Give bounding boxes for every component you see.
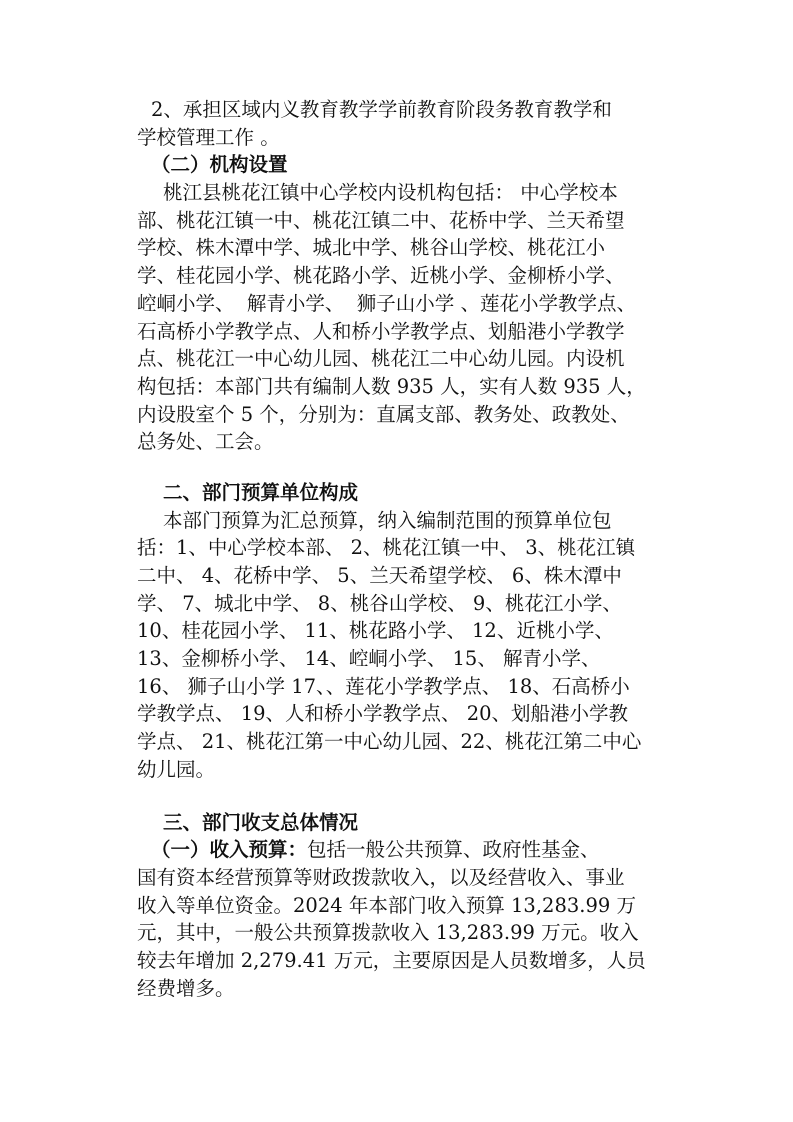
para-duties-line: 2、承担区域内义教育教学学前教育阶段务教育教学和 (151, 98, 612, 121)
para-units-line: 括：1、中心学校本部、 2、桃花江镇一中、 3、桃花江镇 (137, 536, 636, 560)
para-units-line: 13、金柳桥小学、 14、崆峒小学、 15、 解青小学、 (137, 647, 601, 671)
para-org-line: 总务处、工会。 (137, 430, 274, 454)
para-units-line: 二中、 4、花桥中学、 5、兰天希望学校、 6、株木潭中 (137, 564, 622, 587)
para-org-line: 桃江县桃花江镇中心学校内设机构包括： 中心学校本 (163, 181, 618, 205)
para-org-line: 点、桃花江一中心幼儿园、桃花江二中心幼儿园。内设机 (137, 347, 625, 371)
para-units-line: 学、 7、城北中学、 8、桃谷山学校、 9、桃花江小学、 (137, 591, 622, 615)
para-income-line: 经费增多。 (137, 976, 235, 1000)
para-units-line: 学教学点、 19、人和桥小学教学点、 20、划船港小学教 (137, 702, 629, 726)
para-income-line: 收入等单位资金。2024 年本部门收入预算 13,283.99 万 (137, 893, 636, 917)
para-income-line (137, 836, 677, 864)
section-heading-org-setup: （二）机构设置 (151, 153, 288, 177)
para-units-line: 16、 狮子山小学 17、、莲花小学教学点、 18、石高桥小 (137, 674, 630, 698)
para-org-line: 学校、株木潭中学、城北中学、桃谷山学校、桃花江小 (137, 236, 606, 260)
para-income-line: 国有资本经营预算等财政拨款收入，以及经营收入、事业 (137, 865, 625, 889)
para-income-line: 较去年增加 2,279.41 万元，主要原因是人员数增多，人员 (137, 948, 646, 972)
para-org-line: 崆峒小学、 解青小学、 狮子山小学 、莲花小学教学点、 (137, 291, 636, 315)
section-heading-income-expense: 三、部门收支总体情况 (163, 810, 359, 834)
document-page (137, 96, 677, 1002)
para-units-line: 本部门预算为汇总预算，纳入编制范围的预算单位包 (163, 508, 612, 532)
para-units-line: 幼儿园。 (137, 757, 216, 781)
para-org-line: 学、桂花园小学、桃花路小学、近桃小学、金柳桥小学、 (137, 264, 625, 288)
para-duties-line: 学校管理工作 。 (137, 125, 280, 149)
income-budget-label: （一）收入预算： (151, 838, 308, 862)
para-org-line: 部、桃花江镇一中、桃花江镇二中、花桥中学、兰天希望 (137, 208, 625, 232)
para-org-line: 构包括：本部门共有编制人数 935 人，实有人数 935 人， (137, 374, 646, 398)
para-org-line: 内设股室个 5 个，分别为：直属支部、教务处、政教处、 (137, 402, 630, 426)
para-org-line: 石高桥小学教学点、人和桥小学教学点、划船港小学教学 (137, 319, 625, 343)
para-income-line: 元，其中，一般公共预算拨款收入 13,283.99 万元。收入 (137, 921, 639, 945)
section-heading-budget-units: 二、部门预算单位构成 (163, 480, 359, 504)
para-units-line: 学点、 21、桃花江第一中心幼儿园、22、桃花江第二中心 (137, 730, 642, 754)
income-budget-text: 包括一般公共预算、政府性基金、 (307, 838, 600, 862)
para-units-line: 10、桂花园小学、 11、桃花路小学、 12、近桃小学、 (137, 619, 614, 643)
